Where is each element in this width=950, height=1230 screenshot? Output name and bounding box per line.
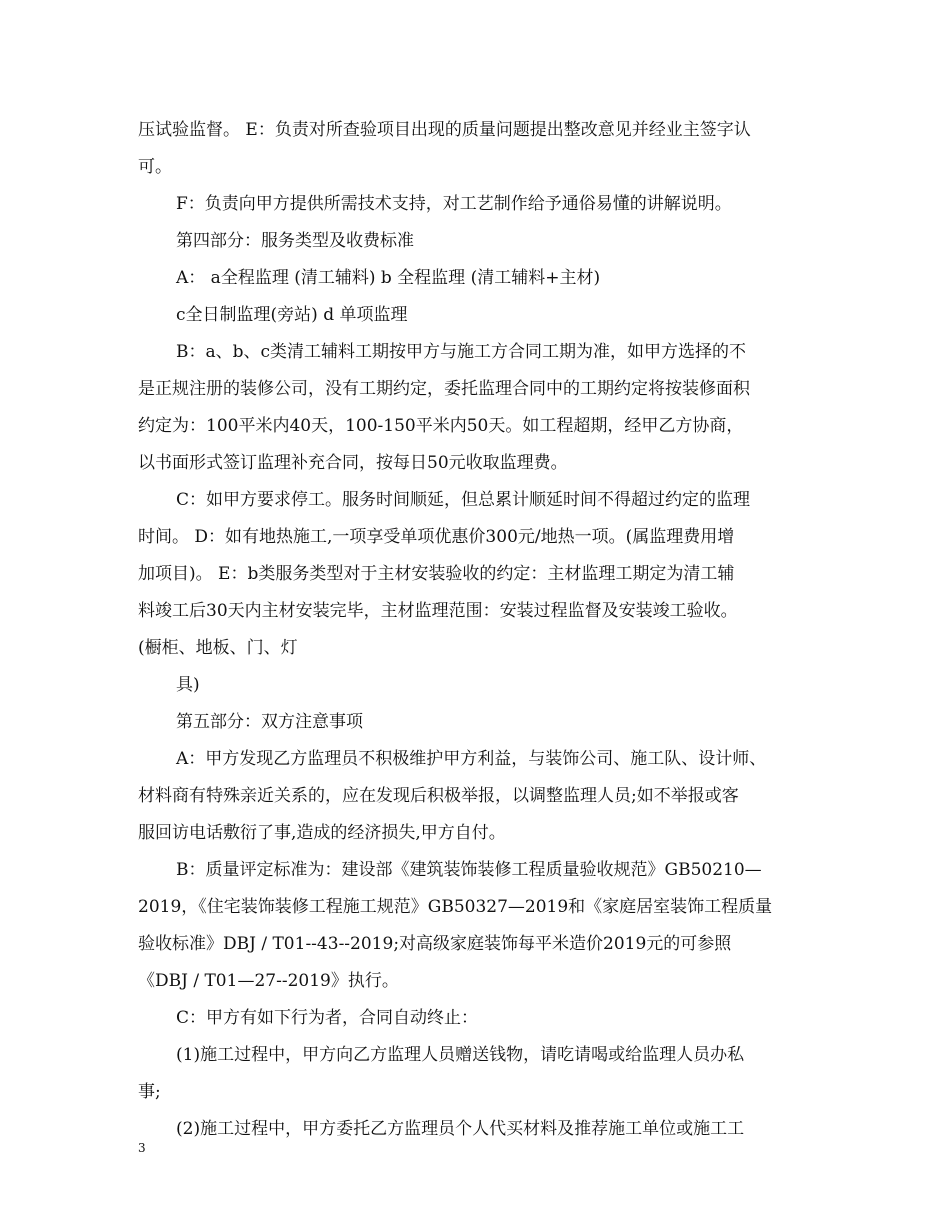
body-text — [138, 112, 824, 1148]
text-line: (橱柜、地板、门、灯 — [138, 638, 298, 658]
text-line: 时间。 D：如有地热施工,一项享受单项优惠价300元/地热一项。(属监理费用增 — [138, 527, 735, 547]
text-line: 2019，《住宅装饰装修工程施工规范》GB50327—2019和《家庭居室装饰工程质量 — [138, 897, 773, 917]
text-line: 《DBJ / T01—27--2019》执行。 — [138, 971, 399, 991]
text-line: 服回访电话敷衍了事,造成的经济损失,甲方自付。 — [138, 823, 506, 843]
text-line: 第四部分：服务类型及收费标准 — [176, 231, 414, 251]
text-line: F：负责向甲方提供所需技术支持，对工艺制作给予通俗易懂的讲解说明。 — [176, 194, 732, 214]
text-line: 第五部分：双方注意事项 — [176, 712, 363, 732]
text-line: c全日制监理(旁站) d 单项监理 — [176, 305, 408, 325]
page-number: 3 — [138, 1141, 146, 1155]
text-line: 料竣工后30天内主材安装完毕，主材监理范围：安装过程监督及安装竣工验收。 — [138, 601, 738, 621]
text-line: 验收标准》DBJ / T01--43--2019;对高级家庭装饰每平米造价2019元的可参照 — [138, 934, 732, 954]
text-line: 是正规注册的装修公司，没有工期约定，委托监理合同中的工期约定将按装修面积 — [138, 379, 750, 399]
text-line: C：甲方有如下行为者，合同自动终止： — [176, 1008, 479, 1028]
text-line: 具) — [176, 675, 200, 695]
text-line: C：如甲方要求停工。服务时间顺延，但总累计顺延时间不得超过约定的监理 — [176, 490, 751, 510]
text-line: 加项目)。 E：b类服务类型对于主材安装验收的约定：主材监理工期定为清工辅 — [138, 564, 735, 584]
text-line: A：甲方发现乙方监理员不积极维护甲方利益，与装饰公司、施工队、设计师、 — [176, 749, 767, 769]
text-line: 压试验监督。 E：负责对所查验项目出现的质量问题提出整改意见并经业主签字认 — [138, 120, 751, 140]
text-line: (1)施工过程中，甲方向乙方监理人员赠送钱物，请吃请喝或给监理人员办私 — [176, 1045, 745, 1065]
text-line: 以书面形式签订监理补充合同，按每日50元收取监理费。 — [138, 453, 568, 473]
text-line: 材料商有特殊亲近关系的，应在发现后积极举报，以调整监理人员;如不举报或客 — [138, 786, 739, 806]
text-line: 可。 — [138, 157, 172, 177]
text-line: 约定为：100平米内40天，100-150平米内50天。如工程超期，经甲乙方协商， — [138, 416, 744, 436]
text-line: 事; — [138, 1082, 161, 1102]
text-line: (2)施工过程中，甲方委托乙方监理员个人代买材料及推荐施工单位或施工工 — [176, 1119, 745, 1139]
text-line: B：a、b、c类清工辅料工期按甲方与施工方合同工期为准，如甲方选择的不 — [176, 342, 747, 362]
text-line: B：质量评定标准为：建设部《建筑装饰装修工程质量验收规范》GB50210— — [176, 860, 762, 880]
text-line: A： a全程监理 (清工辅料) b 全程监理 (清工辅料+主材) — [176, 268, 601, 288]
